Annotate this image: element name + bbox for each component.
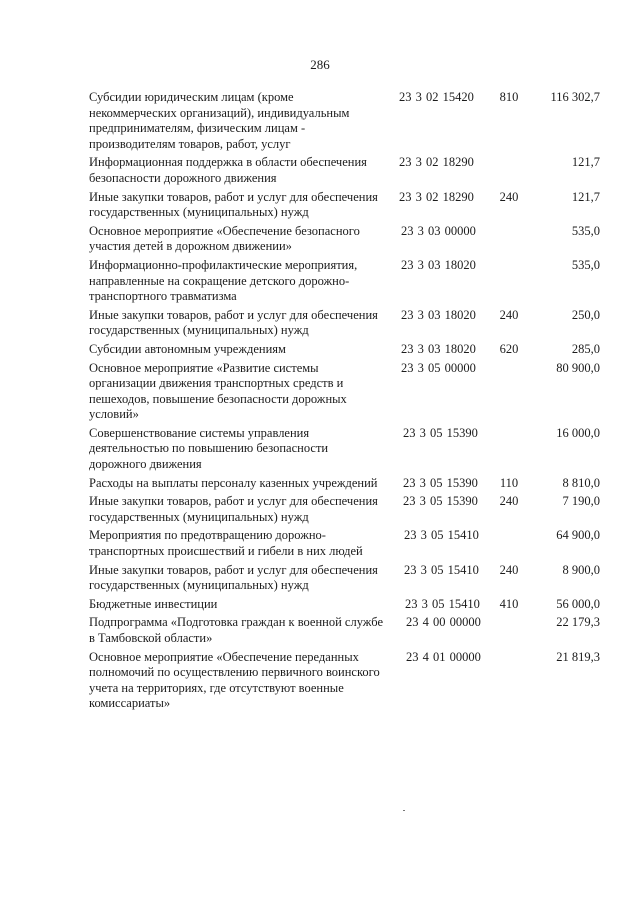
row-code: 23 3 02 18290 [399, 189, 474, 204]
table-row [0, 90, 640, 152]
table-row [0, 494, 640, 525]
row-expense-type: 620 [499, 341, 519, 356]
row-description: Информационно-профилактические мероприятия, направленные на сокращение детского дорожно-транспортного травматизма [89, 257, 358, 304]
row-code: 23 3 03 00000 [401, 223, 476, 238]
table-row [0, 563, 640, 594]
row-expense-type: 240 [499, 189, 519, 204]
row-expense-type: 240 [499, 307, 519, 322]
page-number: 286 [310, 57, 330, 72]
row-code: 23 4 00 00000 [406, 615, 481, 630]
row-code: 23 3 02 15420 [399, 90, 474, 104]
table-row [0, 528, 640, 559]
row-code: 23 3 03 18020 [401, 341, 476, 356]
row-amount: 8 900,0 [562, 562, 600, 577]
row-description: Мероприятия по предотвращению дорожно-транспортных происшествий и гибели в них людей [89, 528, 363, 559]
row-amount: 121,7 [571, 155, 600, 170]
row-expense-type: 240 [499, 494, 519, 509]
table-row [0, 224, 640, 255]
row-expense-type: 240 [499, 562, 519, 577]
table-row [0, 650, 640, 712]
row-amount: 8 810,0 [562, 475, 600, 490]
table-row [0, 258, 640, 305]
row-description: Бюджетные инвестиции [89, 596, 218, 611]
row-code: 23 3 05 15390 [403, 494, 478, 509]
row-amount: 22 179,3 [556, 615, 600, 630]
row-description: Основное мероприятие «Обеспечение безопасного участия детей в дорожном движении» [89, 223, 360, 254]
budget-table [0, 90, 640, 715]
table-row [0, 342, 640, 358]
row-expense-type: 810 [499, 90, 519, 104]
row-description: Подпрограмма «Подготовка граждан к военной службе в Тамбовской области» [89, 615, 384, 645]
row-code: 23 3 05 15410 [404, 562, 479, 577]
row-amount: 285,0 [571, 341, 600, 356]
row-description: Субсидии автономным учреждениям [89, 341, 286, 356]
row-code: 23 3 03 18020 [401, 257, 476, 272]
table-row [0, 155, 640, 186]
row-description: Расходы на выплаты персоналу казенных учреждений [89, 475, 378, 490]
row-code: 23 4 01 00000 [406, 649, 481, 664]
row-code: 23 3 05 00000 [401, 360, 476, 375]
row-amount: 7 190,0 [562, 494, 600, 509]
row-amount: 250,0 [571, 307, 600, 322]
row-expense-type: 110 [499, 475, 519, 490]
row-description: Субсидии юридическим лицам (кроме некоммерческих организаций), индивидуальным предпринимателям, физическим лицам - производителям товаров, работ, услуг [89, 90, 350, 151]
table-row [0, 426, 640, 473]
row-amount: 16 000,0 [556, 425, 600, 440]
row-description: Основное мероприятие «Обеспечение переданных полномочий по осуществлению первичного воинского учета на территориях, где отсутствуют военные комиссариаты» [89, 649, 380, 711]
row-amount: 116 302,7 [550, 90, 600, 104]
row-code: 23 3 05 15390 [403, 475, 478, 490]
row-expense-type: 410 [499, 596, 519, 611]
row-code: 23 3 03 18020 [401, 307, 476, 322]
row-code: 23 3 05 15410 [405, 596, 480, 611]
row-amount: 80 900,0 [556, 360, 600, 375]
row-amount: 64 900,0 [556, 528, 600, 543]
row-amount: 535,0 [571, 223, 600, 238]
row-code: 23 3 05 15410 [404, 528, 479, 543]
table-row [0, 615, 640, 646]
scan-speck [403, 810, 405, 811]
row-description: Иные закупки товаров, работ и услуг для обеспечения государственных (муниципальных) нужд [89, 494, 378, 524]
row-amount: 21 819,3 [556, 649, 600, 664]
row-description: Совершенствование системы управления деятельностью по повышению безопасности дорожного движения [89, 425, 329, 472]
table-row [0, 476, 640, 492]
row-description: Иные закупки товаров, работ и услуг для обеспечения государственных (муниципальных) нужд [89, 189, 378, 220]
row-code: 23 3 05 15390 [403, 425, 478, 440]
row-description: Основное мероприятие «Развитие системы организации движения транспортных средств и пешеходов, повышение безопасности дорожных условий» [89, 360, 347, 422]
row-amount: 121,7 [571, 189, 600, 204]
table-row [0, 597, 640, 613]
row-amount: 535,0 [571, 257, 600, 272]
table-row [0, 308, 640, 339]
table-row [0, 361, 640, 423]
row-amount: 56 000,0 [556, 596, 600, 611]
row-description: Иные закупки товаров, работ и услуг для обеспечения государственных (муниципальных) нужд [89, 562, 378, 593]
row-description: Информационная поддержка в области обеспечения безопасности дорожного движения [89, 155, 367, 185]
row-description: Иные закупки товаров, работ и услуг для обеспечения государственных (муниципальных) нужд [89, 307, 378, 338]
table-row [0, 190, 640, 221]
row-code: 23 3 02 18290 [399, 155, 474, 170]
